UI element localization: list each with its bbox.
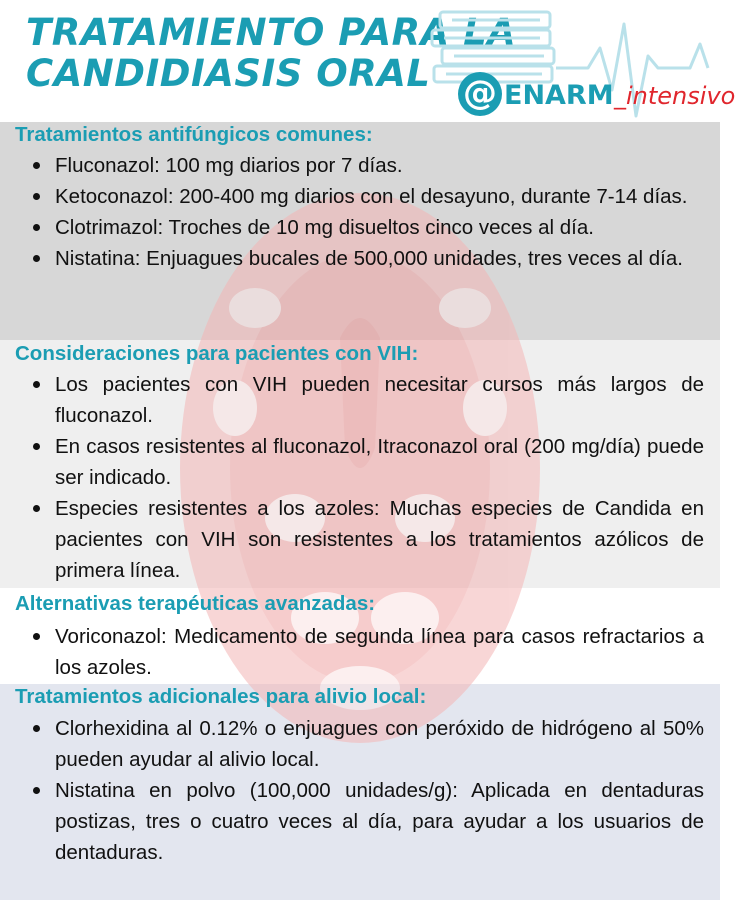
bullet-icon [33, 381, 40, 388]
page-title [26, 11, 517, 95]
title-line-1: TRATAMIENTO PARA LA [26, 11, 517, 54]
bullet-list [0, 713, 720, 868]
brand-logo [458, 72, 735, 118]
bullet-icon [33, 193, 40, 200]
section-heading: Tratamientos antifúngicos comunes: [15, 123, 373, 146]
bullet-icon [33, 505, 40, 512]
list-item: Especies resistentes a los azoles: Muchas especies de Candida en pacientes con VIH son resistentes a los tratamientos azólicos de primera línea. [0, 493, 720, 586]
list-item: Los pacientes con VIH pueden necesitar cursos más largos de fluconazol. [0, 369, 720, 431]
at-sign-icon: @ [458, 72, 502, 116]
list-item: Nistatina: Enjuagues bucales de 500,000 unidades, tres veces al día. [0, 243, 720, 274]
bullet-icon [33, 255, 40, 262]
bullet-list [0, 621, 720, 683]
list-item: Voriconazol: Medicamento de segunda línea para casos refractarios a los azoles. [0, 621, 720, 683]
section-heading: Alternativas terapéuticas avanzadas: [15, 592, 376, 615]
bullet-icon [33, 633, 40, 640]
bullet-icon [33, 443, 40, 450]
title-line-2: CANDIDIASIS ORAL [26, 52, 431, 95]
bullet-icon [33, 725, 40, 732]
list-item: Clorhexidina al 0.12% o enjuagues con peróxido de hidrógeno al 50% pueden ayudar al alivio local. [0, 713, 720, 775]
section-heading: Tratamientos adicionales para alivio local: [15, 685, 427, 708]
list-item: Ketoconazol: 200-400 mg diarios con el desayuno, durante 7-14 días. [0, 181, 720, 212]
bullet-list [0, 369, 720, 586]
bullet-list [0, 150, 720, 274]
bullet-icon [33, 224, 40, 231]
header [0, 0, 735, 122]
brand-suffix: _intensivo [614, 82, 735, 110]
section-heading: Consideraciones para pacientes con VIH: [15, 342, 419, 365]
list-item: Fluconazol: 100 mg diarios por 7 días. [0, 150, 720, 181]
brand-name: ENARM [504, 80, 614, 111]
list-item: Clotrimazol: Troches de 10 mg disueltos cinco veces al día. [0, 212, 720, 243]
list-item: En casos resistentes al fluconazol, Itraconazol oral (200 mg/día) puede ser indicado. [0, 431, 720, 493]
bullet-icon [33, 162, 40, 169]
bullet-icon [33, 787, 40, 794]
list-item: Nistatina en polvo (100,000 unidades/g): Aplicada en dentaduras postizas, tres o cuatro veces al día, para ayudar a los usuarios de dentaduras. [0, 775, 720, 868]
